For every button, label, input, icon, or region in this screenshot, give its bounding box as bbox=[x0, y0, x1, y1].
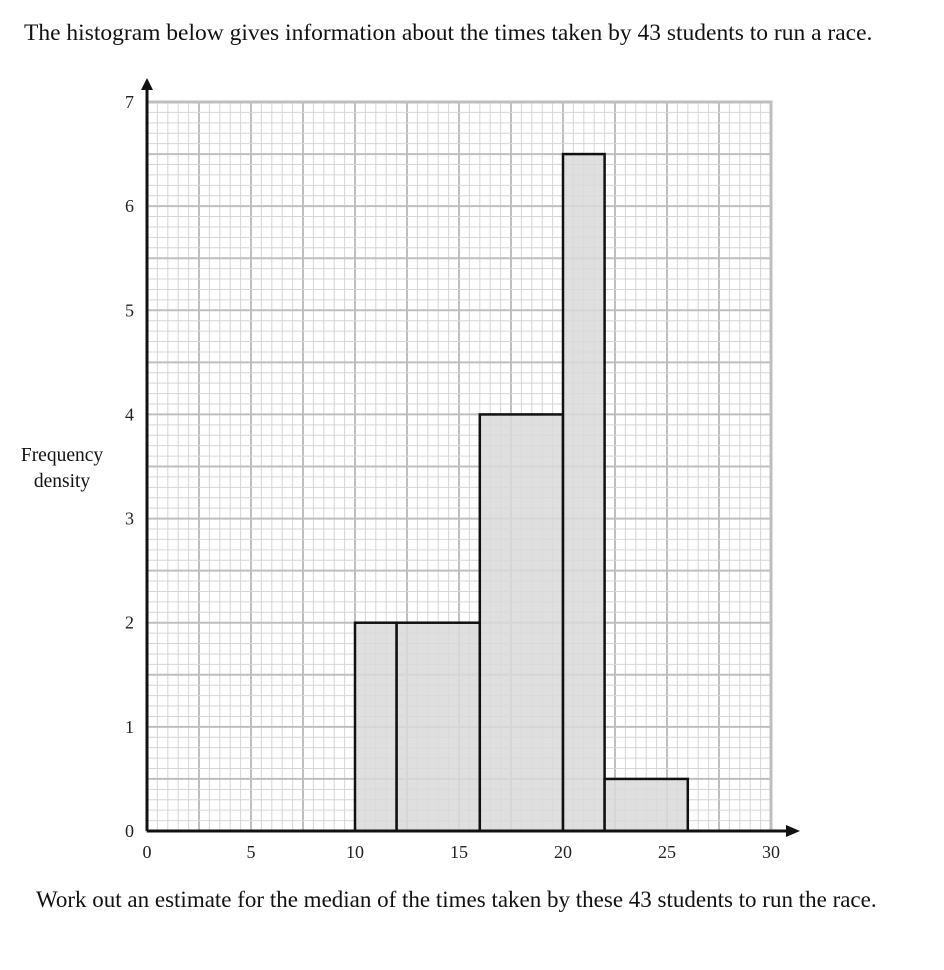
x-tick-label: 10 bbox=[346, 842, 364, 862]
x-tick-label: 15 bbox=[450, 842, 468, 862]
histogram-bar-2 bbox=[397, 623, 480, 831]
histogram-bar-5 bbox=[605, 779, 688, 831]
histogram-bar-4 bbox=[563, 154, 605, 831]
y-tick-label: 4 bbox=[125, 404, 134, 425]
y-tick-label: 1 bbox=[125, 716, 134, 737]
histogram-bar-3 bbox=[480, 414, 563, 831]
x-tick-label: 30 bbox=[762, 842, 780, 862]
y-tick-label: 6 bbox=[125, 196, 134, 217]
x-tick-label: 5 bbox=[246, 842, 256, 862]
x-axis-arrow bbox=[786, 825, 800, 837]
y-tick-label: 2 bbox=[125, 612, 134, 633]
y-tick-label: 7 bbox=[125, 92, 134, 112]
y-tick-label: 3 bbox=[125, 508, 134, 529]
intro-text: The histogram below gives information about the times taken by 43 students to run a race. bbox=[24, 20, 873, 46]
y-axis-label-line-1: Frequency bbox=[20, 445, 104, 466]
y-axis-arrow bbox=[141, 78, 153, 90]
histogram-bar-1 bbox=[355, 623, 397, 831]
question-text: Work out an estimate for the median of the times taken by these 43 students to run the race. bbox=[36, 887, 877, 912]
y-tick-label: 5 bbox=[125, 300, 134, 321]
x-tick-label: 20 bbox=[554, 842, 572, 862]
y-tick-label: 0 bbox=[125, 821, 134, 841]
x-tick-label: 25 bbox=[658, 842, 676, 862]
x-tick-label: 0 bbox=[142, 842, 152, 862]
y-axis-label-line-2: density bbox=[33, 471, 91, 492]
